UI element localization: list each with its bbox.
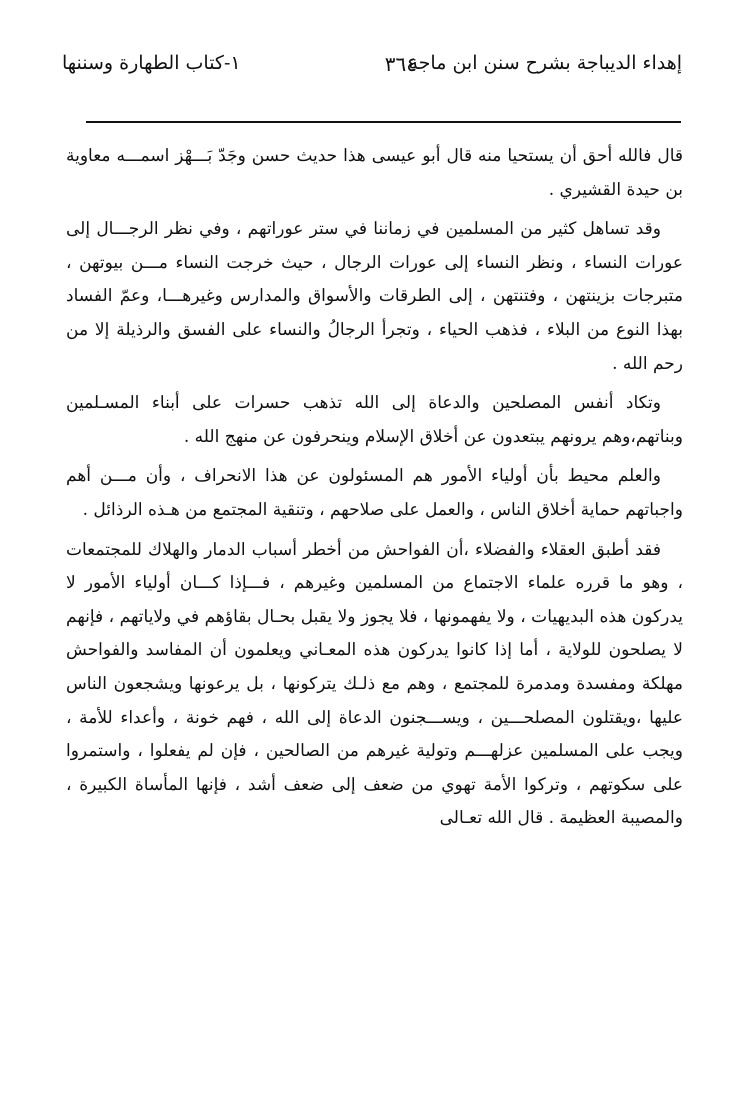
- book-title: إهداء الديباجة بشرح سنن ابن ماجة: [408, 52, 682, 74]
- page-body: [66, 140, 683, 842]
- paragraph-4: والعلم محيط بأن أولياء الأمور هم المسئولون عن هذا الانحراف ، وأن مـــن أهم واجباتهم حماية أخلاق الناس ، والعمل على صلاحهم ، وتنقية المجتمع من هـذه الرذائل .: [66, 466, 683, 520]
- page-number: ٣٦٤: [384, 52, 417, 76]
- header-divider: [86, 121, 681, 123]
- paragraph-5: فقد أطبق العقلاء والفضلاء ،أن الفواحش من أخطر أسباب الدمار والهلاك للمجتمعات ، وهو ما قرره علماء الاجتماع من المسلمين وغيرهم ، فـــإذا كـــان أولياء الأمور لا يدركون هذه البديهيات ، ولا يفهمونها ، فلا يجوز ولا يقبل بحـال بقاؤهم في ولاياتهم ، فإنهم لا يصلحون للولاية ، أما إذا كانوا يدركون هذه المعـاني ويعلمون أن المفاسد والفواحش مهلكة ومفسدة ومدمرة للمجتمع ، وهم مع ذلـك يتركونها ، بل يرعونها ويشجعون الناس عليها ،ويقتلون المصلحـــين ، ويســـجنون الدعاة إلى الله ، فهم خونة ، وأعداء للأمة ، ويجب على المسلمين عزلهـــم وتولية غيرهم من الصالحين ، فإن لم يفعلوا ، واستمروا على سكوتهم ، وتركوا الأمة تهوي من ضعف إلى ضعف أشد ، فإنها المأساة الكبيرة ، والمصيبة العظيمة . قال الله تعـالى: [66, 539, 683, 829]
- paragraph-2: وقد تساهل كثير من المسلمين في زماننا في ستر عوراتهم ، وفي نظر الرجـــال إلى عورات النساء ، ونظر النساء إلى عورات الرجال ، حيث خرجت النساء مـــن بيوتهن ، متبرجات بزينتهن ، وفتنتهن ، إلى الطرقات والأسواق والمدارس وغيرهـــا، وعمّ الفساد بهذا النوع من البلاء ، فذهب الحياء ، وتجرأ الرجالُ والنساء على الفسق والرذيلة إلا من رحم الله .: [66, 219, 683, 374]
- paragraph-1: قال فالله أحق أن يستحيا منه قال أبو عيسى هذا حديث حسن وجَدّ بَـــهْز اسمـــه معاوية بن حيدة القشيري .: [66, 146, 683, 200]
- page-header: [62, 52, 682, 92]
- paragraph-3: وتكاد أنفس المصلحين والدعاة إلى الله تذهب حسرات على أبناء المسـلمين وبناتهم،وهم يرونهم يبتعدون عن أخلاق الإسلام وينحرفون عن منهج الله .: [66, 393, 683, 447]
- chapter-title: ١-كتاب الطهارة وسننها: [62, 52, 241, 74]
